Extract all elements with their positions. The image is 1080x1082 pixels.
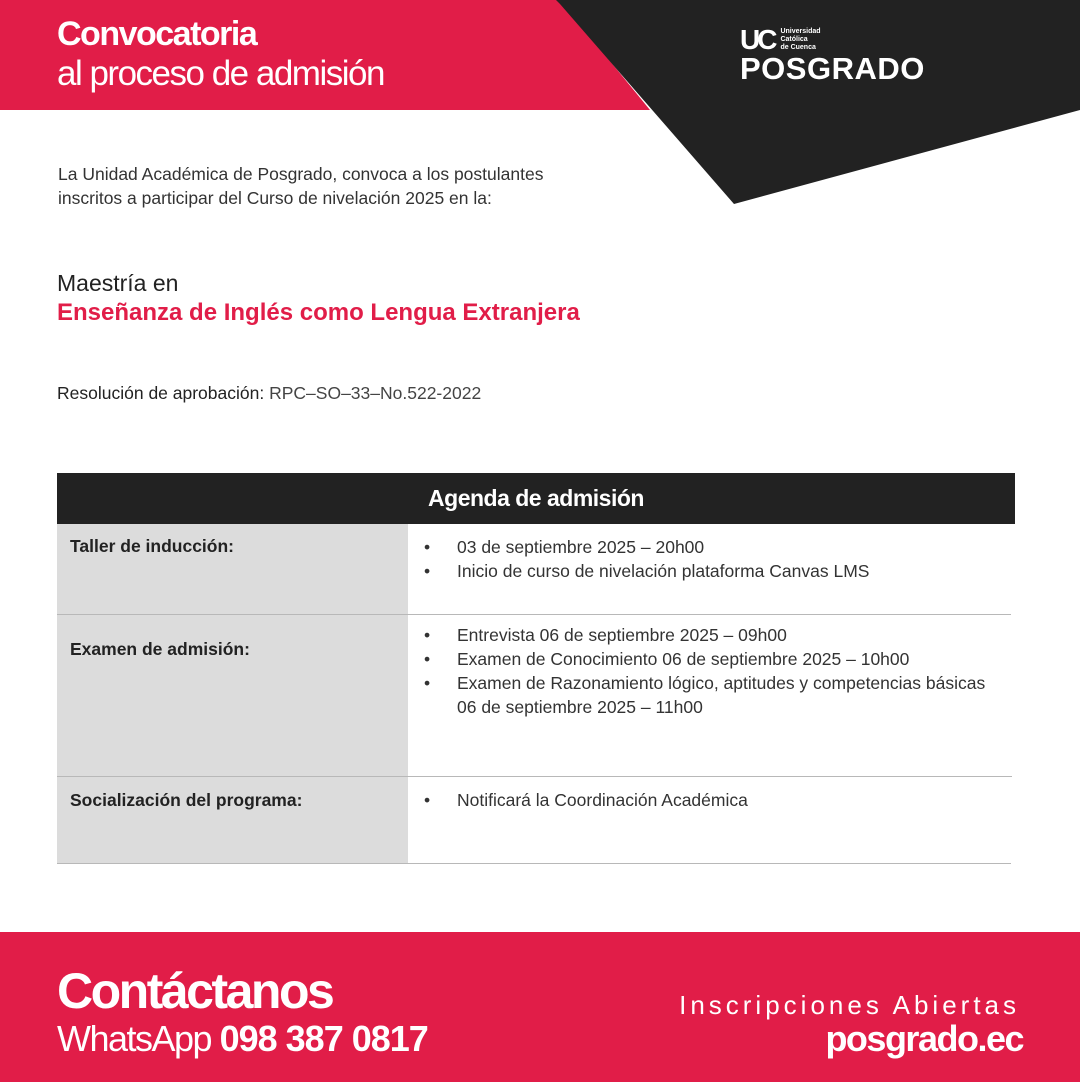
registration-text: Inscripciones Abiertas xyxy=(679,990,1020,1020)
header-title xyxy=(57,14,384,94)
agenda-item: • Inicio de curso de nivelación plataforma Canvas LMS xyxy=(408,559,1011,583)
agenda-row-items xyxy=(408,615,1012,776)
resolution-label: Resolución de aprobación: xyxy=(57,383,265,403)
agenda-table xyxy=(57,473,1015,864)
uc-logo-mark: UC xyxy=(740,24,775,55)
agenda-row-label: Taller de inducción: xyxy=(57,524,408,614)
logo-posgrado-text: POSGRADO xyxy=(740,51,925,86)
program-prefix: Maestría en xyxy=(57,270,179,296)
website-link[interactable]: posgrado.ec xyxy=(825,1018,1023,1059)
header-title-line1: Convocatoria xyxy=(57,15,257,53)
whatsapp-number[interactable]: 098 387 0817 xyxy=(219,1018,428,1059)
agenda-item: • Notificará la Coordinación Académica xyxy=(408,788,1011,812)
agenda-row-items xyxy=(408,777,1011,863)
agenda-item: • 03 de septiembre 2025 – 20h00 xyxy=(408,535,1011,559)
resolution xyxy=(57,383,481,404)
agenda-title: Agenda de admisión xyxy=(57,473,1015,524)
posgrado-logo xyxy=(740,26,925,86)
agenda-row-label: Socialización del programa: xyxy=(57,777,408,863)
footer xyxy=(0,932,1080,1082)
header-title-line2: al proceso de admisión xyxy=(57,54,384,93)
logo-university-name: Universidad Católica de Cuenca xyxy=(780,28,821,51)
agenda-item: • Examen de Razonamiento lógico, aptitudes y competencias básicas 06 de septiembre 2025 – 11h00 xyxy=(408,671,992,719)
whatsapp-label: WhatsApp xyxy=(57,1018,212,1059)
agenda-row-exam xyxy=(57,615,1012,777)
agenda-row-label: Examen de admisión: xyxy=(57,615,408,776)
intro-text: La Unidad Académica de Posgrado, convoca a los postulantes inscritos a participar del Curso de nivelación 2025 en la: xyxy=(58,164,544,208)
agenda-row-induction xyxy=(57,524,1011,615)
program-name: Enseñanza de Inglés como Lengua Extranjera xyxy=(57,299,580,326)
resolution-value: RPC–SO–33–No.522-2022 xyxy=(269,383,482,403)
contact-title: Contáctanos xyxy=(57,963,333,1019)
agenda-row-socialization xyxy=(57,777,1011,864)
agenda-item: • Examen de Conocimiento 06 de septiembre 2025 – 10h00 xyxy=(408,647,992,671)
agenda-item: • Entrevista 06 de septiembre 2025 – 09h00 xyxy=(408,623,992,647)
agenda-row-items xyxy=(408,524,1011,614)
whatsapp-contact xyxy=(57,1018,428,1060)
